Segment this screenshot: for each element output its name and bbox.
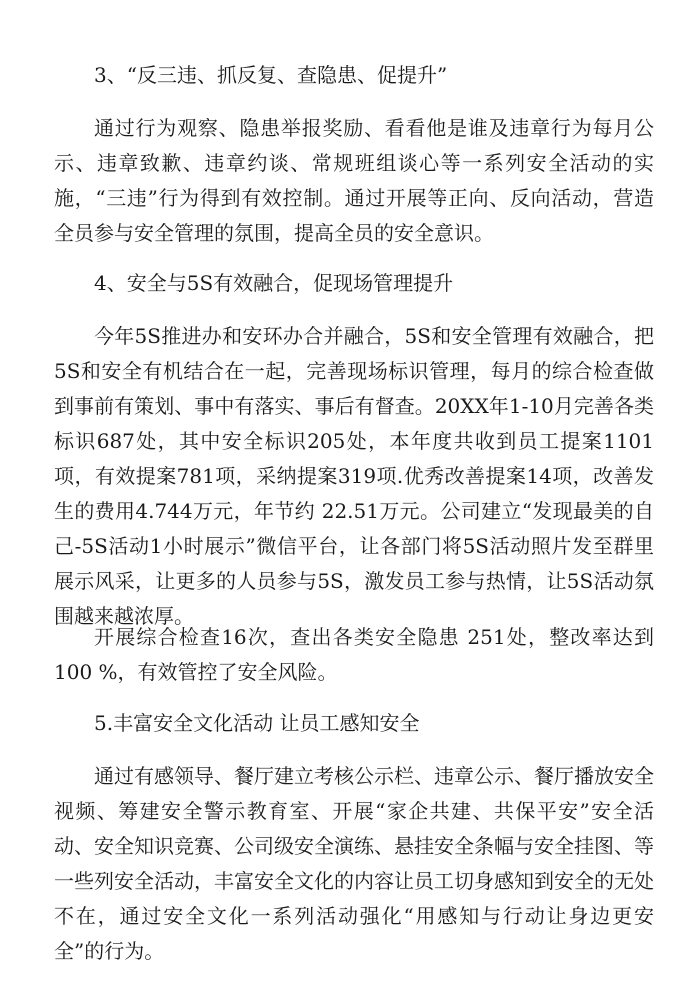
section-4-inspection-paragraph: 开展综合检查16次，查出各类安全隐患 251处，整改率达到 100 %，有效管控了安全风险。 [54,625,654,684]
section-4-paragraph: 今年5S推进办和安环办合并融合，5S和安全管理有效融合，把5S和安全有机结合在一起，完善现场标识管理，每月的综合检查做到事前有策划、事中有落实、事后有督查。20XX年1-10月完善各类标识687处，其中安全标识205处，本年度共收到员工提案1101项，有效提案781项，采纳提案319项.优秀改善提案14项，改善发生的费用4.744万元，年节约 22.51万元。公司建立“发现最美的自己-5S活动1小时展示”微信平台，让各部门将5S活动照片发至群里展示风采，让更多的人员参与5S，激发员工参与热情，让5S活动氛围越来越浓厚。 [54,324,654,628]
section-5-paragraph: 通过有感领导、餐厅建立考核公示栏、违章公示、餐厅播放安全视频、筹建安全警示教育室、开展“家企共建、共保平安”安全活动、安全知识竞赛、公司级安全演练、悬挂安全条幅与安全挂图、等一些列安全活动，丰富安全文化的内容让员工切身感知到安全的无处不在，通过安全文化一系列活动强化“用感知与行动让身边更安全”的行为。 [54,764,654,963]
section-heading-3: 3、“反三违、抓反复、查隐患、促提升” [94,63,448,87]
section-heading-4: 4、安全与5S有效融合，促现场管理提升 [94,271,454,295]
section-heading-5: 5.丰富安全文化活动 让员工感知安全 [94,711,420,735]
section-3-paragraph: 通过行为观察、隐患举报奖励、看看他是谁及违章行为每月公示、违章致歉、违章约谈、常规班组谈心等一系列安全活动的实施，“三违”行为得到有效控制。通过开展等正向、反向活动，营造全员参与安全管理的氛围，提高全员的安全意识。 [54,116,654,245]
